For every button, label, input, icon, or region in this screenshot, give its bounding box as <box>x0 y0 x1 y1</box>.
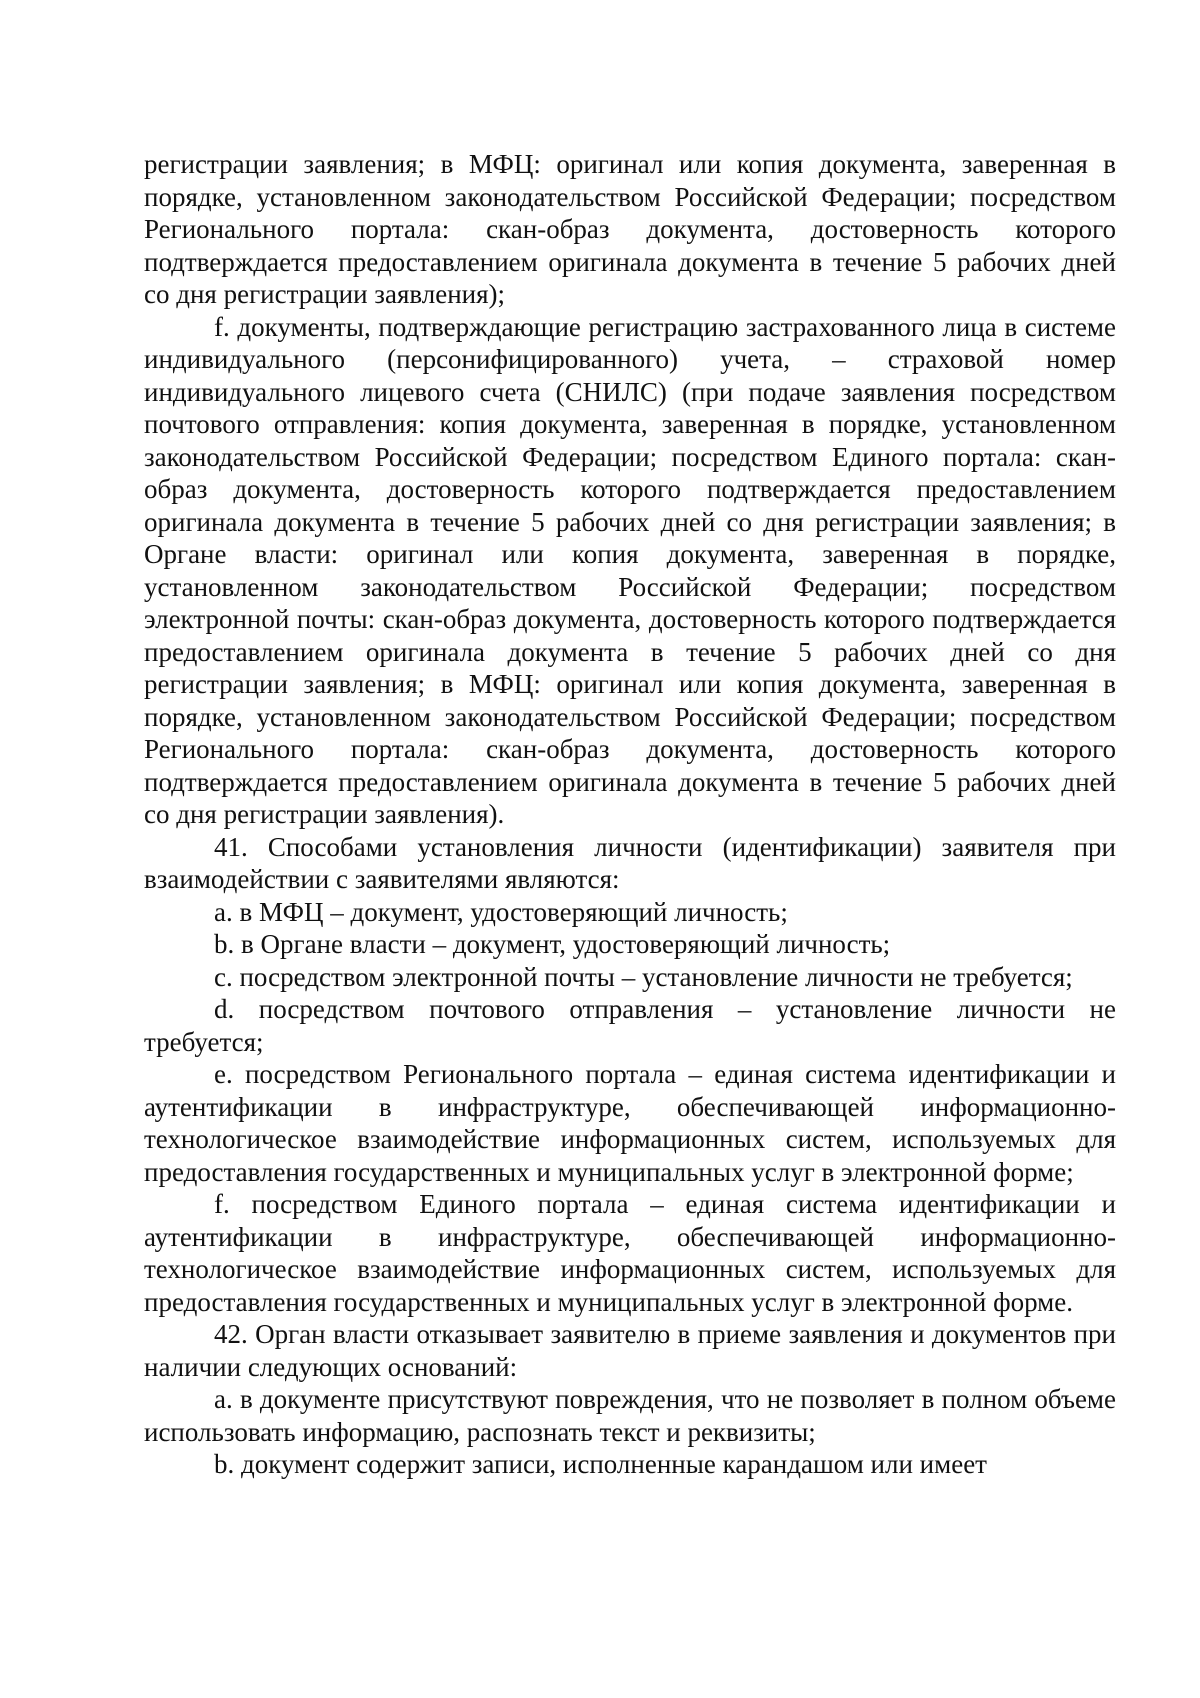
paragraph-41-b: b. в Органе власти – документ, удостоверяющий личность; <box>214 929 891 959</box>
paragraph-41-identification-methods: 41. Способами установления личности (идентификации) заявителя при взаимодействии с заявителями являются: <box>144 831 1116 894</box>
paragraph-40-f-snils: f. документы, подтверждающие регистрацию застрахованного лица в системе индивидуального (персонифицированного) учета, – страховой номер индивидуального лицевого счета (СНИЛС) (при подаче заявления посредством почтового отправления: копия документа, заверенная в порядке, установленном законодательством Российской Федерации; посредством Единого портала: скан-образ документа, достоверность которого подтверждается предоставлением оригинала документа в течение 5 рабочих дней со дня регистрации заявления; в Органе власти: оригинал или копия документа, заверенная в порядке, установленном законодательством Российской Федерации; посредством электронной почты: скан-образ документа, достоверность которого подтверждается предоставлением оригинала документа в течение 5 рабочих дней со дня регистрации заявления; в МФЦ: оригинал или копия документа, заверенная в порядке, установленном законодательством Российской Федерации; посредством Регионального портала: скан-образ документа, достоверность которого подтверждается предоставлением оригинала документа в течение 5 рабочих дней со дня регистрации заявления). <box>144 311 1116 829</box>
paragraph-continuation: регистрации заявления; в МФЦ: оригинал или копия документа, заверенная в порядке, установленном законодательством Российской Федерации; посредством Регионального портала: скан-образ документа, достоверность которого подтверждается предоставлением оригинала документа в течение 5 рабочих дней со дня регистрации заявления); <box>144 149 1116 309</box>
paragraph-42-a: a. в документе присутствуют повреждения, что не позволяет в полном объеме использовать информацию, распознать текст и реквизиты; <box>144 1384 1116 1447</box>
paragraph-42-refusal-grounds: 42. Орган власти отказывает заявителю в приеме заявления и документов при наличии следующих оснований: <box>144 1319 1116 1382</box>
paragraph-41-c: c. посредством электронной почты – установление личности не требуется; <box>214 961 1073 992</box>
paragraph-41-d: d. посредством почтового отправления – установление личности не требуется; <box>144 994 1116 1057</box>
document-page <box>144 148 1116 1481</box>
paragraph-41-e: e. посредством Регионального портала – единая система идентификации и аутентификации в инфраструктуре, обеспечивающей информационно-технологическое взаимодействие информационных систем, используемых для предоставления государственных и муниципальных услуг в электронной форме; <box>144 1059 1116 1187</box>
paragraph-42-b: b. документ содержит записи, исполненные карандашом или имеет <box>214 1449 987 1479</box>
paragraph-41-f: f. посредством Единого портала – единая система идентификации и аутентификации в инфраструктуре, обеспечивающей информационно-технологическое взаимодействие информационных систем, используемых для предоставления государственных и муниципальных услуг в электронной форме. <box>144 1189 1116 1317</box>
paragraph-41-a: a. в МФЦ – документ, удостоверяющий личность; <box>214 896 788 927</box>
